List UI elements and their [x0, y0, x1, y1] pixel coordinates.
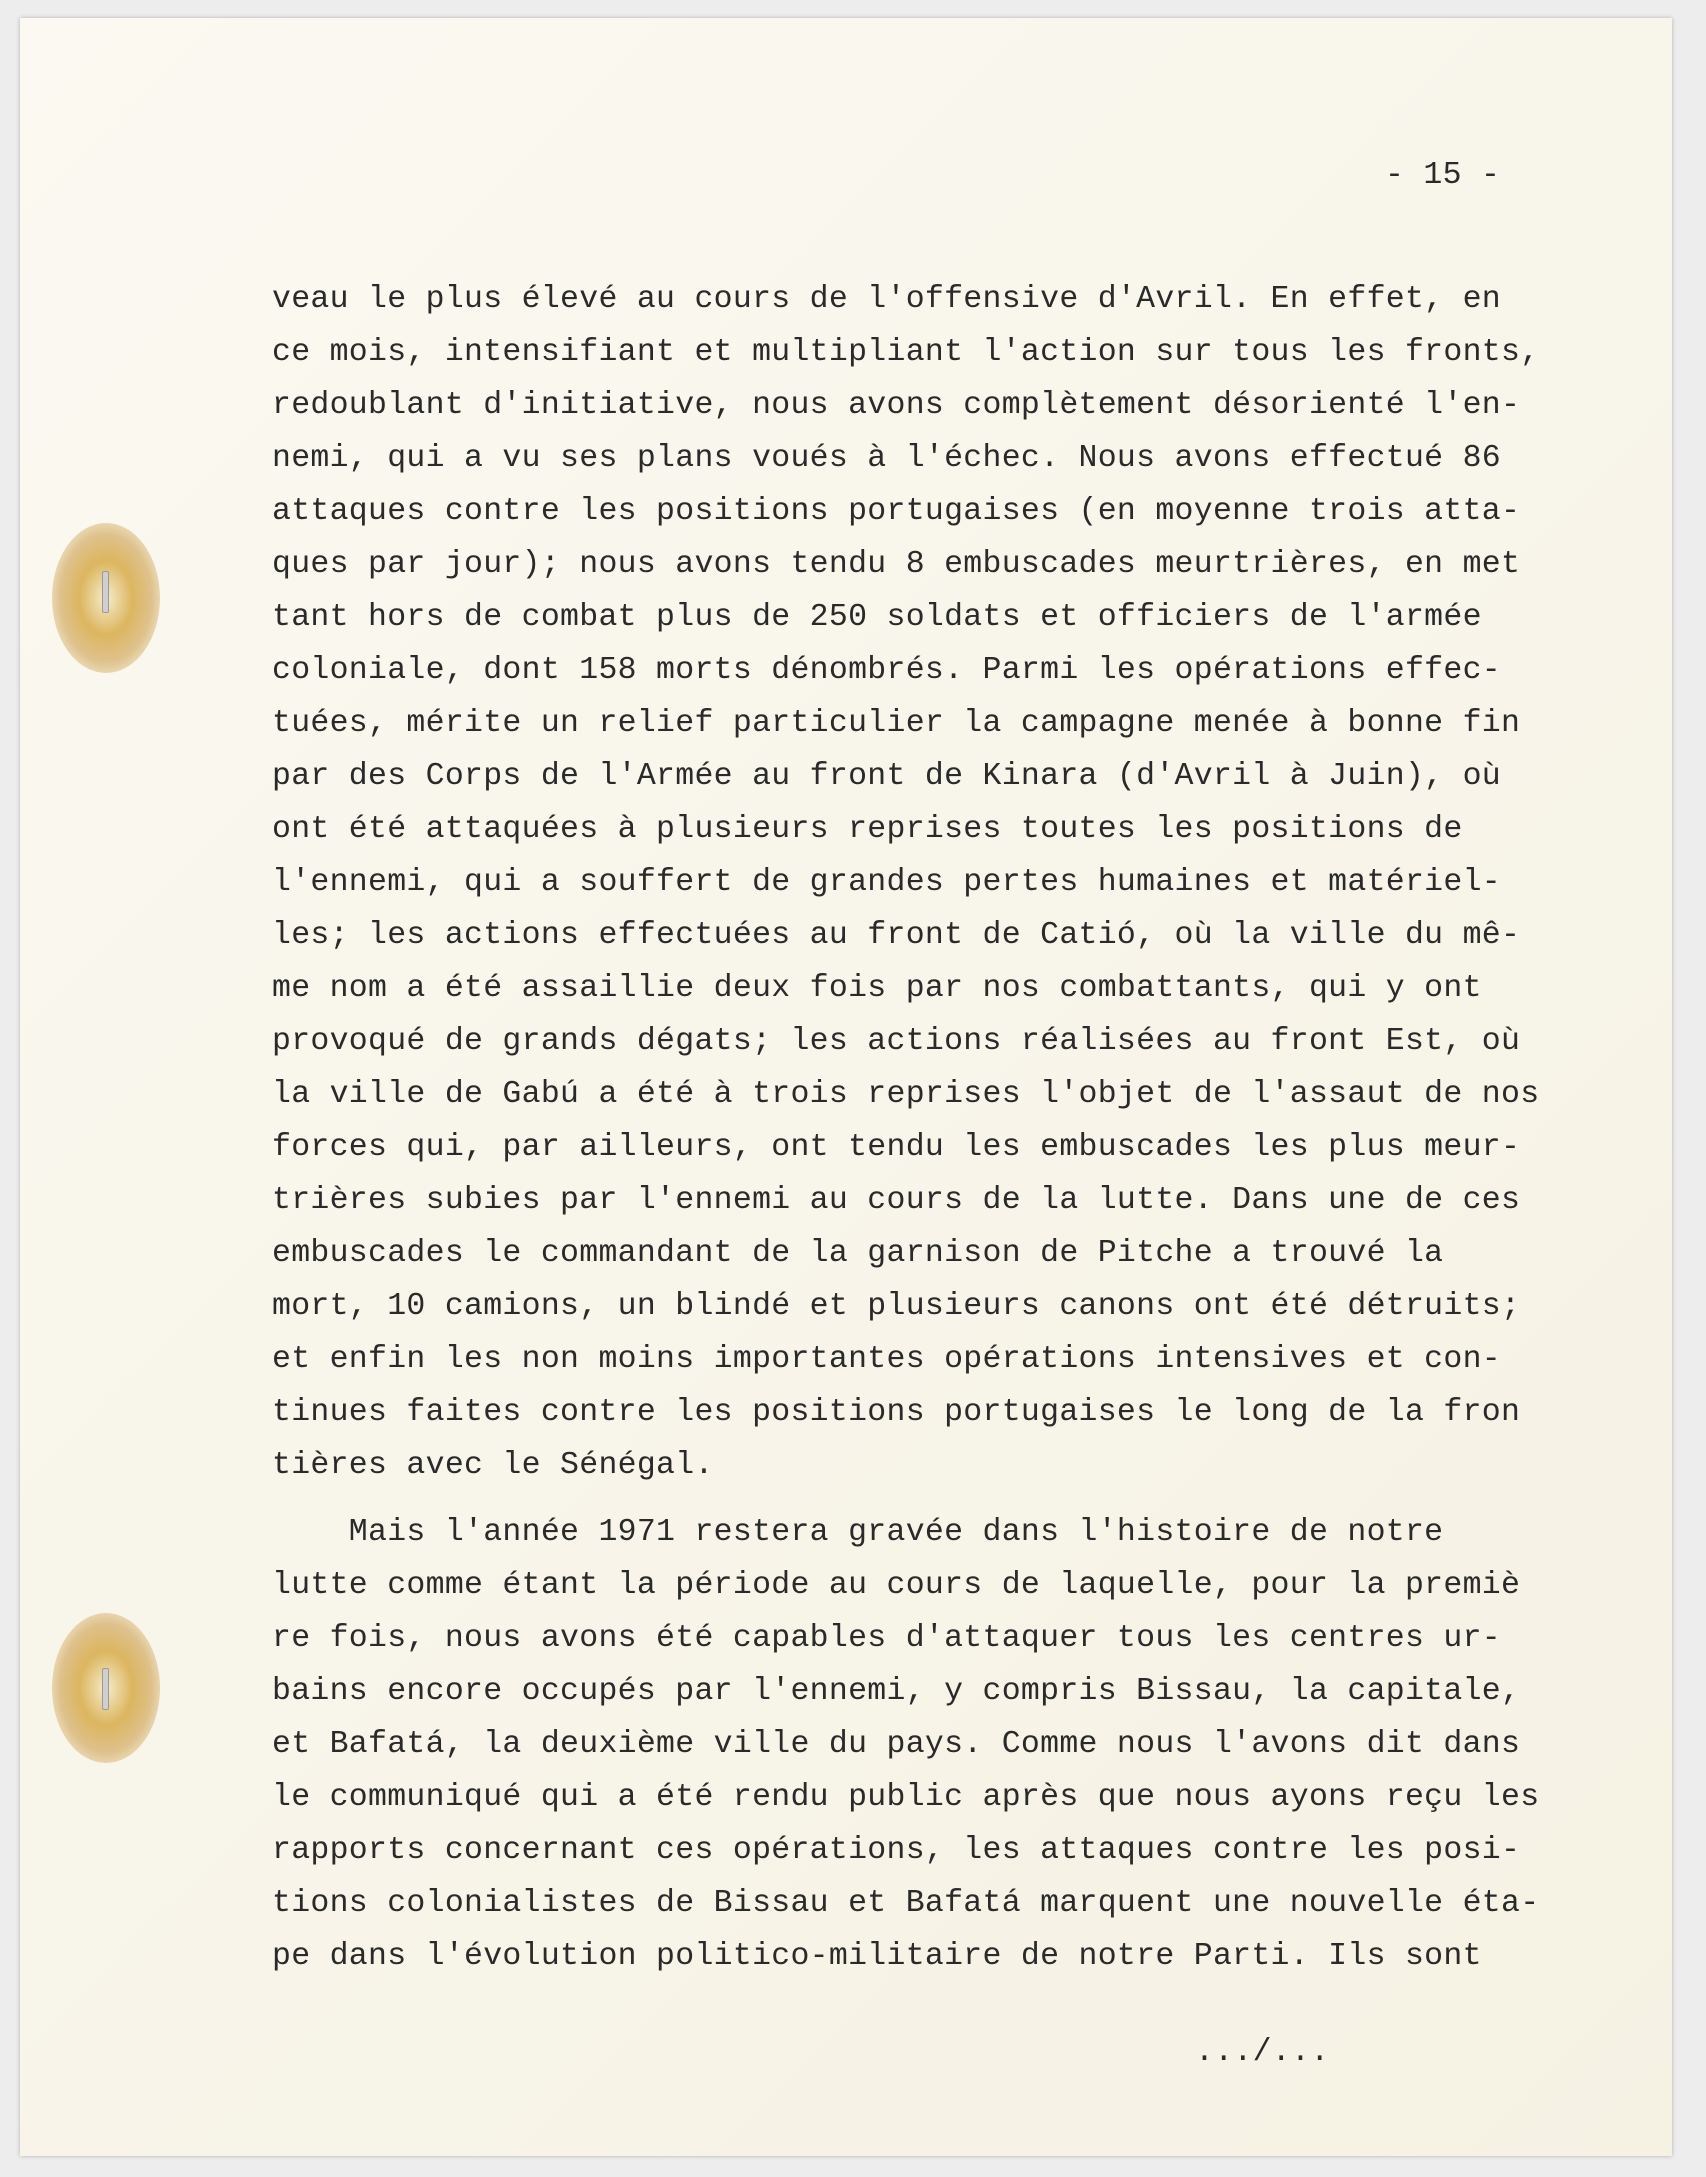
text-line: nemi, qui a vu ses plans voués à l'échec. Nous avons effectué 86: [272, 441, 1501, 476]
staple-icon: [102, 1668, 109, 1710]
text-line: l'ennemi, qui a souffert de grandes pertes humaines et matériel-: [272, 865, 1501, 900]
text-line: pe dans l'évolution politico-militaire de notre Parti. Ils sont: [272, 1939, 1482, 1974]
text-line: me nom a été assaillie deux fois par nos combattants, qui y ont: [272, 971, 1482, 1006]
page-number: - 15 -: [1385, 158, 1501, 193]
staple-icon: [102, 571, 109, 613]
text-line: la ville de Gabú a été à trois reprises l'objet de l'assaut de nos: [272, 1077, 1540, 1112]
text-line: rapports concernant ces opérations, les attaques contre les posi-: [272, 1833, 1521, 1868]
text-line: mort, 10 camions, un blindé et plusieurs canons ont été détruits;: [272, 1289, 1521, 1324]
text-line: redoublant d'initiative, nous avons complètement désorienté l'en-: [272, 388, 1521, 423]
text-line: et enfin les non moins importantes opérations intensives et con-: [272, 1342, 1501, 1377]
text-line: ont été attaquées à plusieurs reprises toutes les positions de: [272, 812, 1463, 847]
text-line: lutte comme étant la période au cours de laquelle, pour la premiè: [272, 1568, 1521, 1603]
continuation-mark: .../...: [1195, 2035, 1330, 2070]
text-line: Mais l'année 1971 restera gravée dans l'histoire de notre: [272, 1515, 1444, 1550]
text-line: le communiqué qui a été rendu public après que nous ayons reçu les: [272, 1780, 1540, 1815]
staple-hole-bottom: [52, 1613, 160, 1763]
text-line: et Bafatá, la deuxième ville du pays. Comme nous l'avons dit dans: [272, 1727, 1521, 1762]
text-line: attaques contre les positions portugaises (en moyenne trois atta-: [272, 494, 1521, 529]
text-line: ce mois, intensifiant et multipliant l'action sur tous les fronts,: [272, 335, 1540, 370]
text-line: par des Corps de l'Armée au front de Kinara (d'Avril à Juin), où: [272, 759, 1501, 794]
text-line: tinues faites contre les positions portugaises le long de la fron: [272, 1395, 1521, 1430]
text-line: tions colonialistes de Bissau et Bafatá marquent une nouvelle éta-: [272, 1886, 1540, 1921]
text-line: re fois, nous avons été capables d'attaquer tous les centres ur-: [272, 1621, 1501, 1656]
text-line: veau le plus élevé au cours de l'offensive d'Avril. En effet, en: [272, 282, 1501, 317]
text-line: embuscades le commandant de la garnison de Pitche a trouvé la: [272, 1236, 1444, 1271]
text-line: les; les actions effectuées au front de Catió, où la ville du mê-: [272, 918, 1521, 953]
staple-hole-top: [52, 523, 160, 673]
text-line: ques par jour); nous avons tendu 8 embuscades meurtrières, en met: [272, 547, 1521, 582]
text-line: tuées, mérite un relief particulier la campagne menée à bonne fin: [272, 706, 1521, 741]
text-line: tières avec le Sénégal.: [272, 1448, 714, 1483]
text-line: bains encore occupés par l'ennemi, y compris Bissau, la capitale,: [272, 1674, 1521, 1709]
text-line: provoqué de grands dégats; les actions réalisées au front Est, où: [272, 1024, 1521, 1059]
document-page: [20, 18, 1672, 2156]
text-line: forces qui, par ailleurs, ont tendu les embuscades les plus meur-: [272, 1130, 1521, 1165]
text-line: coloniale, dont 158 morts dénombrés. Parmi les opérations effec-: [272, 653, 1501, 688]
text-line: tant hors de combat plus de 250 soldats et officiers de l'armée: [272, 600, 1482, 635]
text-line: trières subies par l'ennemi au cours de la lutte. Dans une de ces: [272, 1183, 1521, 1218]
